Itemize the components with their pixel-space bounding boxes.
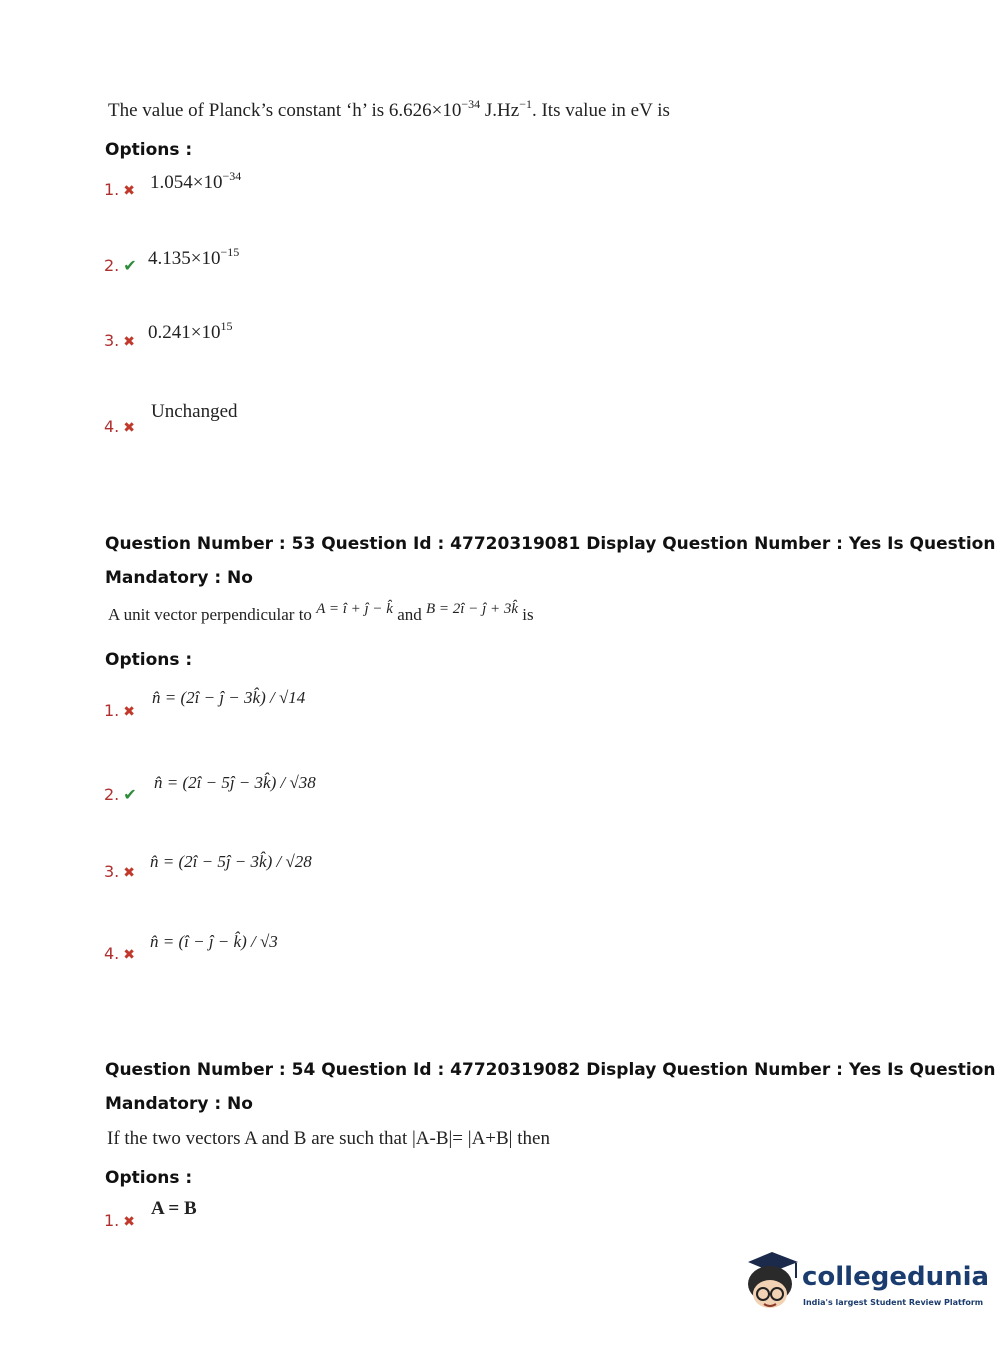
option-answer: n̂ = (2î − ĵ − 3k̂) / √14 [152, 688, 306, 707]
cross-icon: ✖ [123, 334, 135, 350]
option-answer: $1.054\times 10^{-34}$ [150, 169, 242, 193]
cross-icon: ✖ [123, 947, 135, 963]
logo-tagline: India's largest Student Review Platform [803, 1298, 984, 1307]
option-row [104, 944, 135, 964]
option-number: 2. [104, 785, 120, 804]
check-icon: ✔ [123, 256, 137, 275]
option-row [104, 701, 135, 721]
option-row [104, 417, 135, 437]
option-number: 3. [104, 331, 120, 350]
option-answer: Unchanged [151, 401, 238, 422]
options-heading: Options : [105, 650, 193, 670]
option-number: 4. [104, 944, 120, 963]
question-54-meta: Question Number : 54 Question Id : 47720319082 Display Question Number : Yes Is Question [105, 1060, 996, 1080]
option-row [104, 1211, 135, 1231]
logo-wordmark: collegedunia [802, 1262, 990, 1292]
option-answer: A = B [151, 1198, 197, 1219]
option-row [104, 785, 137, 805]
options-heading: Options : [105, 140, 193, 160]
option-answer: $4.135\times 10^{-15}$ [148, 245, 240, 269]
question-53-text: A unit vector perpendicular to A = î + ĵ − k̂ and B = 2î − ĵ + 3k̂ is [108, 601, 534, 624]
question-54-meta-mandatory: Mandatory : No [105, 1094, 253, 1114]
option-number: 1. [104, 701, 120, 720]
cross-icon: ✖ [123, 865, 135, 881]
collegedunia-logo [740, 1248, 990, 1318]
mascot-icon [740, 1248, 802, 1316]
option-row [104, 862, 135, 882]
question-52-text: The value of Planck’s constant ‘h’ is $6.626\times 10^{-34}$ $J.Hz^{-1}$. Its value in eV is [108, 97, 670, 121]
cross-icon: ✖ [123, 1214, 135, 1230]
cross-icon: ✖ [123, 420, 135, 436]
option-number: 1. [104, 1211, 120, 1230]
option-answer: n̂ = (î − ĵ − k̂) / √3 [150, 932, 278, 951]
option-row [104, 256, 137, 276]
option-row [104, 331, 135, 351]
question-53-meta: Question Number : 53 Question Id : 47720319081 Display Question Number : Yes Is Question [105, 534, 996, 554]
cross-icon: ✖ [123, 183, 135, 199]
option-answer: n̂ = (2î − 5ĵ − 3k̂) / √28 [150, 852, 312, 871]
option-number: 4. [104, 417, 120, 436]
option-row [104, 180, 135, 200]
cross-icon: ✖ [123, 704, 135, 720]
option-number: 2. [104, 256, 120, 275]
option-answer: n̂ = (2î − 5ĵ − 3k̂) / √38 [154, 773, 316, 792]
options-heading: Options : [105, 1168, 193, 1188]
option-number: 1. [104, 180, 120, 199]
option-answer: $0.241\times 10^{15}$ [148, 319, 233, 343]
check-icon: ✔ [123, 785, 137, 804]
question-54-text: If the two vectors A and B are such that |A-B|= |A+B| then [107, 1128, 550, 1149]
option-number: 3. [104, 862, 120, 881]
question-53-meta-mandatory: Mandatory : No [105, 568, 253, 588]
